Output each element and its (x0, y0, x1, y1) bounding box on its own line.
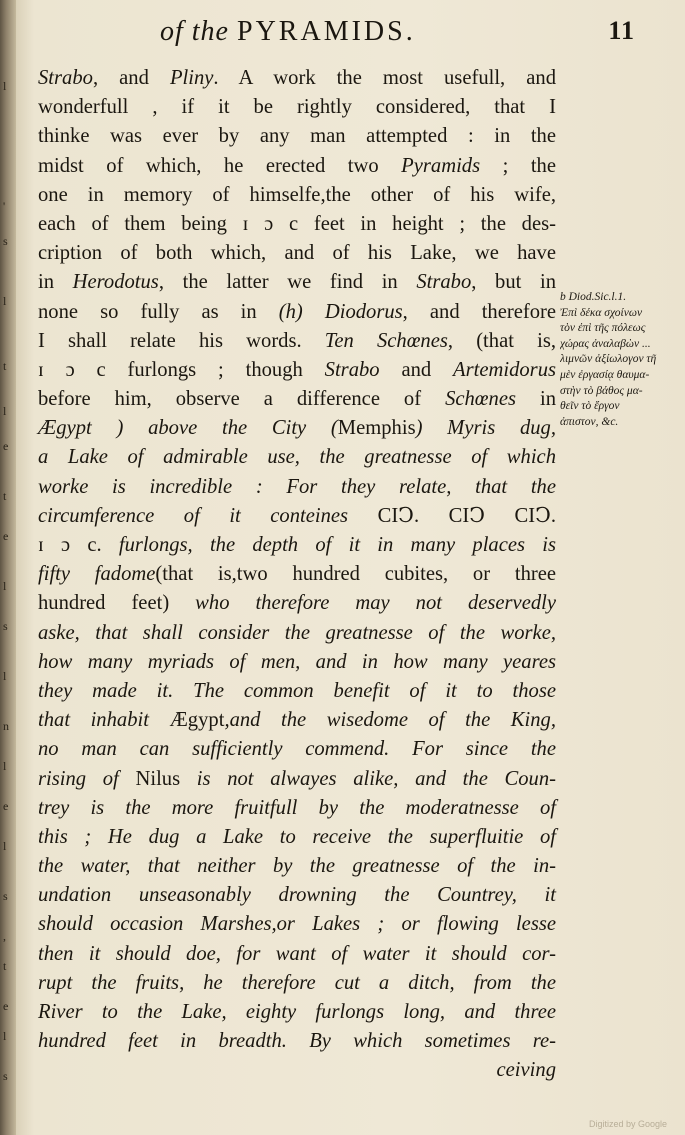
italic-run: a Lake of admirable use, the greatnesse of which (38, 446, 556, 469)
italic-run: is not alwayes alike, and the Coun- (180, 767, 557, 790)
text-line (38, 531, 556, 560)
italic-run: Ten Schœnes (324, 329, 448, 352)
marginal-note-line: λιμνῶν ἀξίωλογον τῆ (560, 353, 657, 366)
roman-run: CIↃ. CIↃ CIↃ. (348, 504, 556, 527)
text-line (38, 823, 556, 852)
text-line (38, 910, 556, 939)
marginal-note-line: b Diod.Sic.l.1. (560, 291, 627, 303)
italic-run: ,and the wisedome of the King, (224, 709, 556, 732)
marginal-note-line: τὸν ἐπὶ τῆς πόλεως (560, 322, 646, 335)
text-line (38, 1027, 556, 1056)
text-line (38, 152, 556, 181)
text-line (38, 502, 556, 531)
italic-run: who therefore may not deservedly (195, 592, 557, 615)
marginal-note (560, 290, 682, 430)
italic-run: then it should doe, for want of water it should cor- (38, 942, 556, 965)
text-line (38, 443, 556, 472)
italic-run: how many myriads of men, and in how many yeares (38, 650, 556, 673)
marginal-note-line: Ἐπὶ δέκα σχοίνων (560, 306, 643, 319)
text-line (38, 735, 556, 764)
italic-run: Strabo (416, 271, 472, 294)
text-line (38, 881, 556, 910)
italic-run: Pliny (169, 67, 214, 89)
text-line (38, 1056, 556, 1085)
text-line (38, 268, 556, 297)
text-line (38, 181, 556, 210)
text-line (38, 414, 556, 443)
page-number: 11 (608, 16, 635, 45)
roman-run: , and (92, 67, 170, 89)
roman-run: Ægypt (169, 709, 225, 732)
italic-run: circumference of it conteines (38, 504, 349, 527)
roman-run: none so fully as in (38, 300, 279, 323)
italic-run: furlongs, the depth of it in many places is (118, 534, 556, 556)
text-line (38, 210, 556, 239)
text-line (38, 940, 556, 969)
italic-run: this ; He dug a Lake to receive the superfluitie of (38, 825, 556, 848)
italic-run: trey is the more fruitfull by the moderatnesse of (38, 796, 556, 819)
text-line (38, 356, 556, 385)
text-line (38, 589, 556, 618)
italic-run: Schœnes (445, 388, 516, 411)
roman-run: , but in (471, 271, 556, 294)
roman-run: Memphis (337, 417, 416, 440)
italic-run: Pyramids (401, 154, 481, 177)
roman-run: Nilus (135, 767, 181, 790)
italic-run: they made it. The common benefit of it to those (38, 679, 556, 702)
text-line (38, 765, 556, 794)
roman-run: wonderfull , if it be rightly considered, that I (38, 96, 556, 119)
text-line (38, 619, 556, 648)
italic-run: no man can sufficiently commend. For since the (38, 738, 556, 761)
roman-run: midst of which, he erected two (38, 154, 402, 177)
text-line (38, 385, 556, 414)
roman-run: one in memory of himselfe,the other of his wife, (38, 183, 556, 206)
text-line (38, 852, 556, 881)
roman-run: . A work the most usefull, and (213, 67, 556, 89)
roman-run: in (38, 271, 73, 294)
body-text (38, 64, 556, 1086)
page-header (160, 16, 640, 56)
digitization-watermark: Digitized by Google (588, 1119, 667, 1129)
roman-run: ɪ ɔ c furlongs ; though (38, 358, 325, 381)
roman-run: hundred feet) (38, 592, 196, 615)
roman-run: ; the (480, 154, 556, 177)
italic-run: the water, that neither by the greatnesse of the in- (38, 855, 556, 878)
italic-run: worke is incredible : For they relate, that the (38, 475, 556, 498)
text-line (38, 122, 556, 151)
italic-run: undation unseasonably drowning the Countrey, it (38, 884, 556, 907)
italic-run: that inhabit (38, 709, 170, 732)
running-head-italic: of the (160, 16, 229, 47)
roman-run: in (516, 388, 556, 411)
marginal-note-line: ἀπιστον, &c. (560, 415, 619, 428)
text-line (38, 327, 556, 356)
marginal-note-line: στὴν τὸ βάθος μα- (560, 384, 643, 397)
italic-run: Herodotus (72, 271, 159, 294)
marginal-note-line: θεῖν τὸ ἔργον (560, 400, 620, 413)
roman-run: , the latter we find in (158, 271, 417, 294)
text-line (38, 298, 556, 327)
italic-run: Strabo (38, 67, 93, 89)
roman-run: (that is,two hundred cubites, or three (155, 563, 556, 586)
italic-run: ceiving (496, 1059, 556, 1082)
roman-run: before him, observe a difference of (38, 388, 446, 411)
italic-run: (h) Diodorus (278, 300, 403, 323)
roman-run: , (that is, (447, 329, 556, 352)
text-line (38, 239, 556, 268)
text-line (38, 969, 556, 998)
text-line (38, 93, 556, 122)
running-head-title: PYRAMIDS. (237, 16, 416, 47)
roman-run: thinke was ever by any man attempted : in the (38, 125, 556, 148)
italic-run: should occasion Marshes,or Lakes ; or flowing lesse (38, 913, 556, 936)
roman-run: cription of both which, and of his Lake, we have (38, 242, 556, 265)
text-line (38, 706, 556, 735)
marginal-note-line: χώρας ἀναλαβὼν ... (560, 337, 651, 350)
italic-run: hundred feet in breadth. By which sometimes re- (38, 1030, 556, 1053)
text-line (38, 794, 556, 823)
italic-run: River to the Lake, eighty furlongs long, and three (38, 1001, 556, 1023)
italic-run: rising of (38, 767, 136, 790)
text-line (38, 998, 556, 1027)
facing-page-edge-marks: l ' s l t l e t e l s l n l e l s , t e l s (3, 79, 9, 1083)
text-line (38, 677, 556, 706)
marginal-note-line: μὲν ἐργασίᾳ θαυμα- (560, 368, 650, 381)
text-line (38, 64, 556, 93)
roman-run: , and therefore (402, 300, 557, 323)
italic-run: aske, that shall consider the greatnesse of the worke, (38, 621, 556, 644)
roman-run: I shall relate his words. (38, 329, 325, 352)
italic-run: Artemidorus (453, 358, 556, 381)
roman-run: each of them being ɪ ɔ c feet in height ; the des- (38, 212, 556, 235)
text-line (38, 648, 556, 677)
italic-run: Ægypt ) above the City ( (38, 417, 338, 440)
text-line (38, 560, 556, 589)
text-line (38, 473, 556, 502)
roman-run: ɪ ɔ c. (38, 534, 119, 556)
italic-run: Strabo (324, 358, 380, 381)
italic-run: rupt the fruits, he therefore cut a ditch, from the (38, 971, 556, 994)
italic-run: fifty fadome (38, 563, 156, 586)
roman-run: and (379, 358, 454, 381)
italic-run: ) Myris dug, (415, 417, 556, 440)
